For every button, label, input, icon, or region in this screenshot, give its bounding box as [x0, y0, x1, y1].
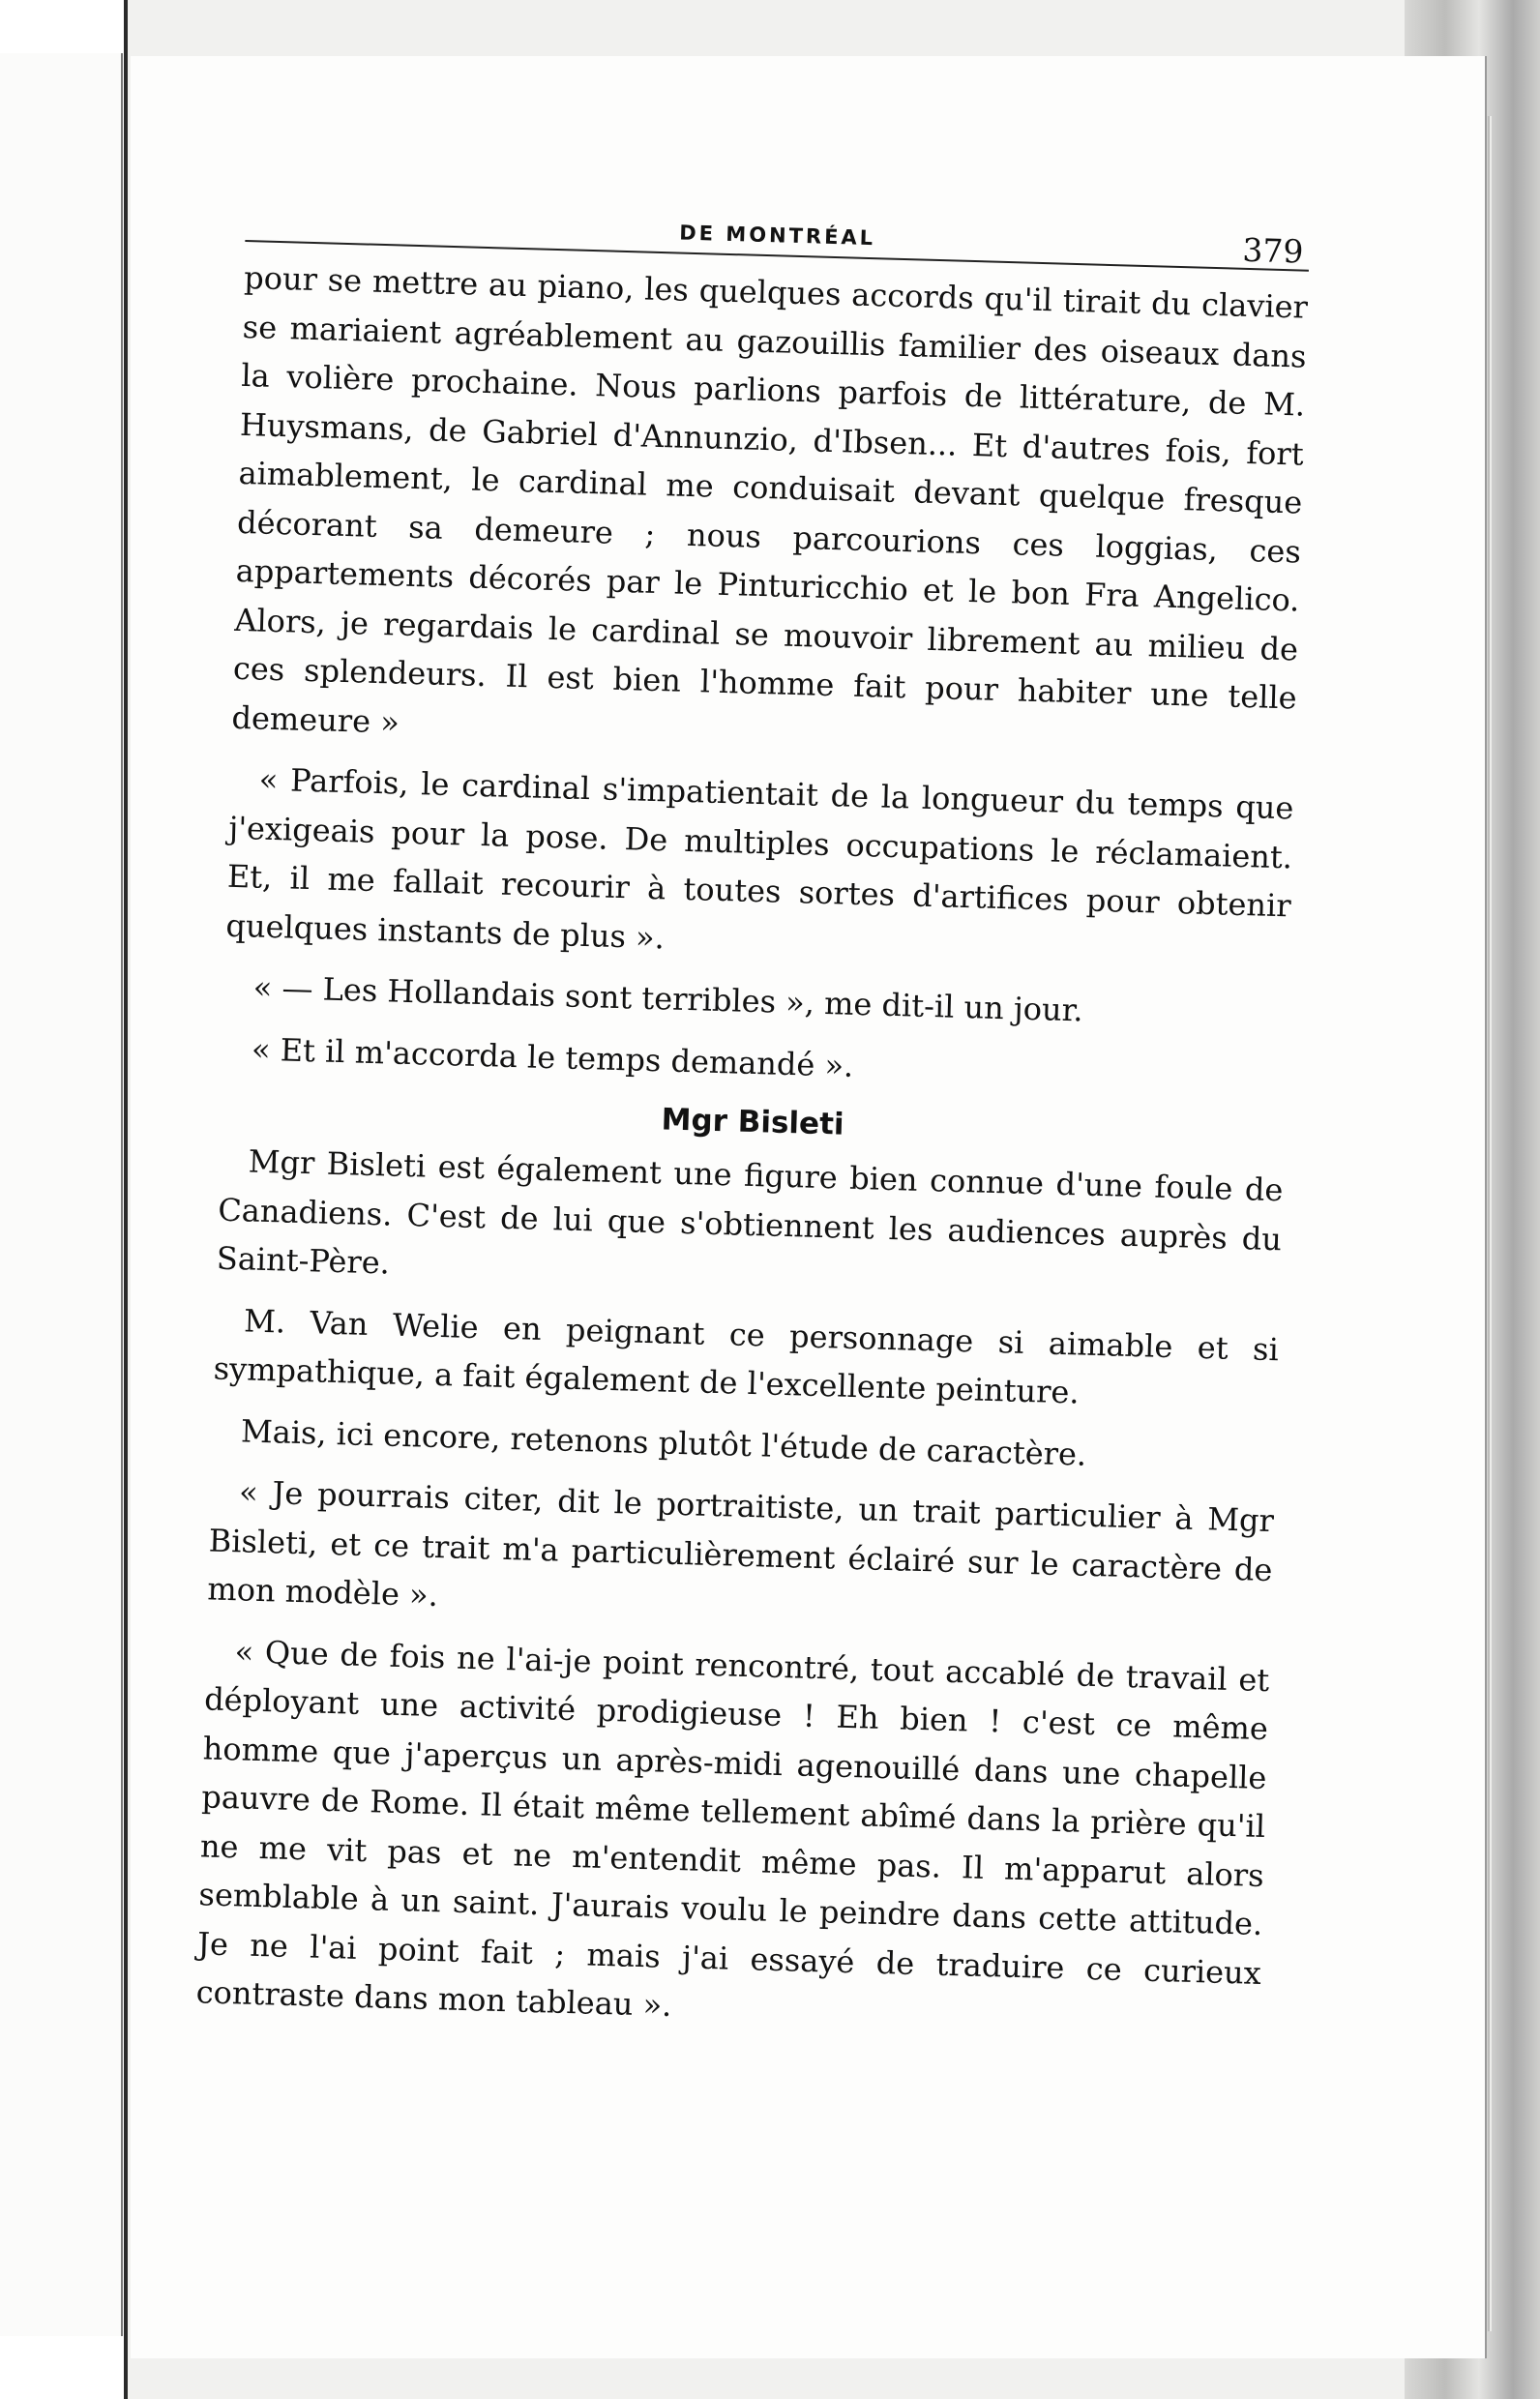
paragraph: « — Les Hollandais sont terribles », me dit-il un jour.: [252, 968, 1084, 1029]
section-heading: Mgr Bisleti: [661, 1102, 845, 1142]
section-paragraph: M. Van Welie en peignant ce personnage si aimable et si sympathique, a fait également de l'excellente peinture.: [213, 1301, 1280, 1411]
paragraph: « Parfois, le cardinal s'impatientait de la longueur du temps que j'exigeais pour la pose. De multiples occupations le réclamaient. Et, il me fallait recourir à toutes sortes d'artifices pour obtenir quelques instants de plus ».: [225, 760, 1294, 956]
section-paragraph: Mais, ici encore, retenons plutôt l'étude de caractère.: [240, 1411, 1087, 1473]
running-title: DE MONTRÉAL: [678, 221, 876, 251]
body-text: [195, 253, 1308, 2047]
page-content: [195, 184, 1311, 2058]
previous-page-edge: [0, 0, 128, 2399]
previous-page-margin: [0, 53, 123, 2336]
paragraph: « Et il m'accorda le temps demandé ».: [251, 1029, 854, 1084]
paragraph-continued: pour se mettre au piano, les quelques accords qu'il tirait du clavier se mariaient agréablement au gazouillis familier des oiseaux dans la volière prochaine. Nous parlions parfois de littérature, de M. Huysmans, de Gabriel d'Annunzio, d'Ibsen... Et d'autres fois, fort aimablement, le cardinal me conduisait devant quelque fresque décorant sa demeure ; nous parcourions ces loggias, ces appartements décorés par le Pinturicchio et le bon Fra Angelico. Alors, je regardais le cardinal se mouvoir librement au milieu de ces splendeurs. Il est bien l'homme fait pour habiter une telle demeure »: [231, 258, 1309, 741]
page-number: 379: [1241, 230, 1305, 271]
section-paragraph: « Je pourrais citer, dit le portraitiste, un trait particulier à Mgr Bisleti, et ce trait m'a particulièrement éclairé sur le caractère de mon modèle ».: [206, 1473, 1275, 1614]
section-paragraph: « Que de fois ne l'ai-je point rencontré, tout accablé de travail et déployant une activité prodigieuse ! Eh bien ! c'est ce même homme que j'aperçus un après-midi agenouillé dans une chapelle pauvre de Rome. Il était même tellement abîmé dans la prière qu'il ne me vit pas et ne m'entendit même pas. Il m'apparut alors semblable à un saint. J'aurais voulu le peindre dans cette attitude. Je ne l'ai point fait ; mais j'ai essayé de traduire ce curieux contraste dans mon tableau ».: [195, 1632, 1270, 2024]
section-paragraph: Mgr Bisleti est également une figure bien connue d'une foule de Canadiens. C'est de lui que s'obtiennent les audiences auprès du Saint-Père.: [216, 1142, 1284, 1282]
